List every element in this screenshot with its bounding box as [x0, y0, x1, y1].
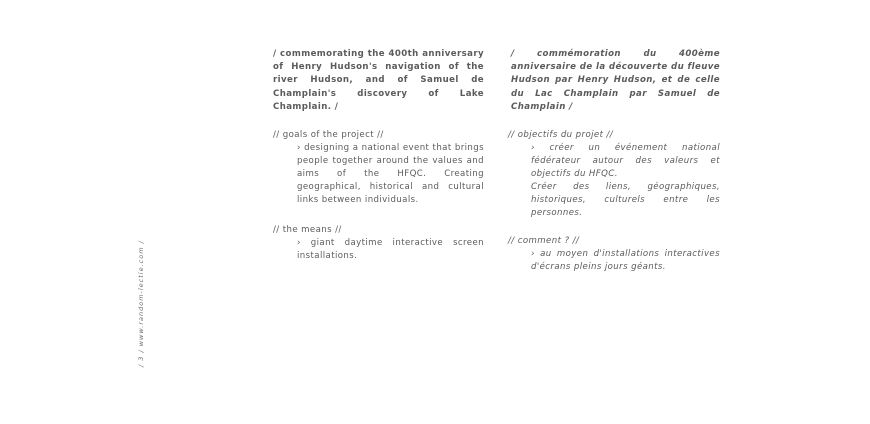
english-goals-section — [273, 129, 484, 207]
french-goals-heading: // objectifs du projet // — [508, 130, 614, 141]
english-title: / commemorating the 400th anniversary of Henry Hudson's navigation of the river Hudson, and of Samuel de Champlain's discovery of Lake Champlain. / — [273, 49, 484, 112]
french-goals-text-2: Créer des liens, géographiques, historiques, culturels entre les personnes. — [531, 182, 720, 219]
french-title: / commémoration du 400ème anniversaire de la découverte du fleuve Hudson par Henry Hudson, et de celle du Lac Champlain par Samuel de Champlain / — [511, 49, 720, 112]
french-means-section — [508, 235, 720, 274]
french-goals-text-1: › créer un événement national fédérateur autour des valeurs et objectifs du HFQC. — [531, 143, 720, 180]
english-column — [273, 48, 484, 263]
english-means-text: › giant daytime interactive screen installations. — [297, 238, 484, 262]
english-goals-text: › designing a national event that brings people together around the values and aims of the HFQC. Creating geographical, historical and cultural links between individuals. — [297, 143, 484, 206]
english-means-heading: // the means // — [273, 225, 342, 236]
english-means-section — [273, 224, 484, 263]
french-means-heading: // comment ? // — [508, 236, 580, 247]
french-goals-section — [508, 129, 720, 220]
french-means-text: › au moyen d'installations interactives d'écrans pleins jours géants. — [531, 249, 720, 273]
english-goals-heading: // goals of the project // — [273, 130, 384, 141]
page-number-website-note: / 3 / www.random-lectie.com / — [137, 240, 145, 367]
french-column — [508, 48, 720, 274]
